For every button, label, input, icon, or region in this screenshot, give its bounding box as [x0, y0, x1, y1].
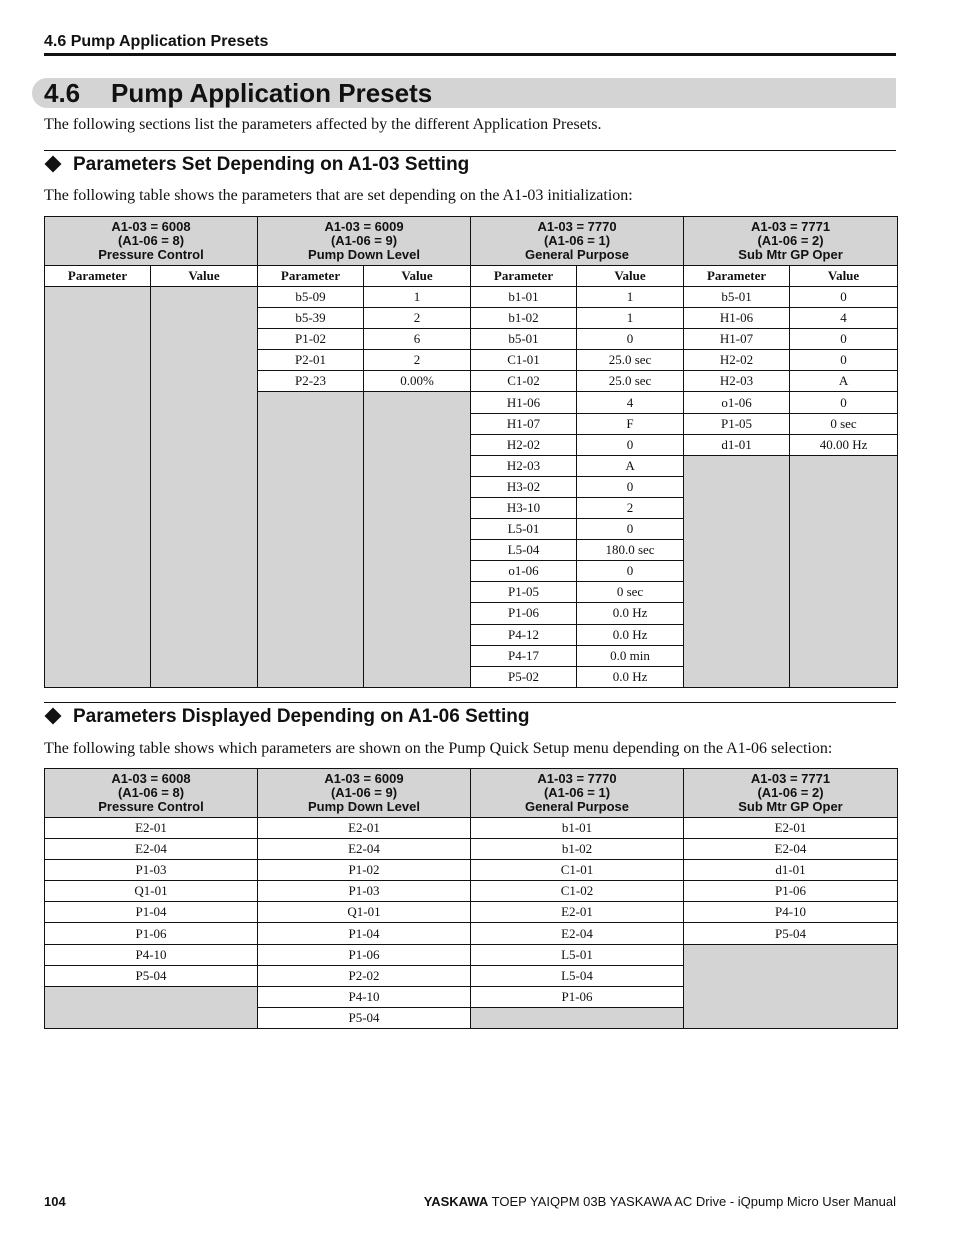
- value-cell: 2: [364, 308, 471, 329]
- page-number: 104: [44, 1194, 66, 1209]
- parameter-cell: o1-06: [684, 392, 790, 413]
- parameter-cell: P1-06: [471, 986, 684, 1007]
- parameter-cell: P2-23: [258, 371, 364, 392]
- value-cell: 0: [790, 392, 898, 413]
- parameter-cell: C1-02: [471, 881, 684, 902]
- table-row: [45, 860, 898, 881]
- subheader-value: Value: [790, 266, 898, 287]
- parameter-cell: P2-02: [258, 965, 471, 986]
- diamond-icon: [45, 707, 62, 724]
- parameter-cell: d1-01: [684, 860, 898, 881]
- empty-cell: [684, 944, 898, 1028]
- value-cell: 25.0 sec: [577, 350, 684, 371]
- value-cell: 25.0 sec: [577, 371, 684, 392]
- value-cell: 0.0 Hz: [577, 624, 684, 645]
- empty-cell: [790, 455, 898, 687]
- parameter-cell: E2-01: [684, 818, 898, 839]
- parameter-cell: H2-03: [471, 455, 577, 476]
- parameter-cell: P5-04: [45, 965, 258, 986]
- parameter-cell: E2-01: [258, 818, 471, 839]
- parameter-cell: b1-02: [471, 308, 577, 329]
- parameter-cell: Q1-01: [45, 881, 258, 902]
- parameter-cell: H1-06: [684, 308, 790, 329]
- value-cell: 0: [790, 350, 898, 371]
- footer-doc: TOEP YAIQPM 03B YASKAWA AC Drive - iQpump Micro User Manual: [491, 1194, 896, 1209]
- parameter-cell: E2-01: [471, 902, 684, 923]
- value-cell: 180.0 sec: [577, 540, 684, 561]
- value-cell: 0: [577, 519, 684, 540]
- parameter-cell: C1-02: [471, 371, 577, 392]
- section-title: Pump Application Presets: [111, 78, 433, 108]
- subheader-parameter: Parameter: [45, 266, 151, 287]
- empty-cell: [45, 287, 151, 688]
- value-cell: 2: [577, 497, 684, 518]
- footer-brand: YASKAWA: [423, 1194, 489, 1209]
- parameter-cell: H1-07: [684, 329, 790, 350]
- empty-cell: [258, 392, 364, 687]
- parameter-cell: b5-01: [684, 287, 790, 308]
- parameter-cell: P4-17: [471, 645, 577, 666]
- value-cell: 0: [577, 434, 684, 455]
- parameter-cell: L5-01: [471, 519, 577, 540]
- parameter-cell: P4-12: [471, 624, 577, 645]
- parameter-cell: P1-05: [471, 582, 577, 603]
- preset-values-table: [44, 216, 898, 688]
- value-cell: 0.0 min: [577, 645, 684, 666]
- subheader-value: Value: [151, 266, 258, 287]
- empty-cell: [151, 287, 258, 688]
- value-cell: 2: [364, 350, 471, 371]
- subheader-value: Value: [364, 266, 471, 287]
- parameter-cell: L5-04: [471, 540, 577, 561]
- parameter-cell: o1-06: [471, 561, 577, 582]
- parameter-cell: H1-06: [471, 392, 577, 413]
- value-cell: 0.00%: [364, 371, 471, 392]
- parameter-cell: H1-07: [471, 413, 577, 434]
- parameter-cell: P5-02: [471, 666, 577, 687]
- section-title-band: [32, 78, 896, 108]
- header-6009: A1-03 = 6009 (A1-06 = 9) Pump Down Level: [258, 769, 471, 818]
- parameter-cell: b1-01: [471, 818, 684, 839]
- header-6008: A1-03 = 6008 (A1-06 = 8) Pressure Control: [45, 217, 258, 266]
- header-7771: A1-03 = 7771 (A1-06 = 2) Sub Mtr GP Oper: [684, 217, 898, 266]
- subsection-rule-2: [44, 702, 896, 703]
- value-cell: 1: [577, 287, 684, 308]
- table-row: [45, 287, 898, 308]
- parameter-cell: P5-04: [258, 1007, 471, 1028]
- parameter-cell: H2-02: [471, 434, 577, 455]
- parameter-cell: E2-04: [471, 923, 684, 944]
- parameter-cell: P1-04: [45, 902, 258, 923]
- value-cell: 0: [577, 476, 684, 497]
- parameter-cell: C1-01: [471, 350, 577, 371]
- parameter-cell: P1-03: [258, 881, 471, 902]
- parameter-cell: P1-06: [258, 944, 471, 965]
- parameter-cell: P1-02: [258, 329, 364, 350]
- parameter-cell: P4-10: [45, 944, 258, 965]
- parameter-cell: C1-01: [471, 860, 684, 881]
- parameter-cell: P2-01: [258, 350, 364, 371]
- subheader-parameter: Parameter: [258, 266, 364, 287]
- parameter-cell: P1-02: [258, 860, 471, 881]
- value-cell: 6: [364, 329, 471, 350]
- subsection-heading-1: [44, 154, 469, 176]
- parameter-cell: P1-04: [258, 923, 471, 944]
- header-7770: A1-03 = 7770 (A1-06 = 1) General Purpose: [471, 769, 684, 818]
- value-cell: 4: [577, 392, 684, 413]
- empty-cell: [471, 1007, 684, 1028]
- value-cell: A: [577, 455, 684, 476]
- value-cell: 0.0 Hz: [577, 666, 684, 687]
- empty-cell: [364, 392, 471, 687]
- subsection-para-2: The following table shows which parameters are shown on the Pump Quick Setup menu depending on the A1-06 selection:: [44, 740, 833, 757]
- table-row: [45, 944, 898, 965]
- subsection-heading-2-text: Parameters Displayed Depending on A1-06 Setting: [73, 706, 530, 727]
- parameter-cell: b1-02: [471, 839, 684, 860]
- value-cell: 0: [790, 287, 898, 308]
- table-row: [45, 902, 898, 923]
- parameter-cell: P1-06: [45, 923, 258, 944]
- parameter-cell: E2-01: [45, 818, 258, 839]
- value-cell: 40.00 Hz: [790, 434, 898, 455]
- parameter-cell: P1-06: [684, 881, 898, 902]
- intro-text: The following sections list the parameters affected by the different Application Presets.: [44, 116, 602, 133]
- parameter-cell: b5-09: [258, 287, 364, 308]
- header-7771: A1-03 = 7771 (A1-06 = 2) Sub Mtr GP Oper: [684, 769, 898, 818]
- value-cell: F: [577, 413, 684, 434]
- header-rule: [44, 53, 896, 56]
- parameter-cell: b1-01: [471, 287, 577, 308]
- parameter-cell: H2-03: [684, 371, 790, 392]
- subheader-parameter: Parameter: [684, 266, 790, 287]
- parameter-cell: P1-06: [471, 603, 577, 624]
- footer-doc-title: [424, 1194, 896, 1209]
- parameter-cell: d1-01: [684, 434, 790, 455]
- table-row: [45, 881, 898, 902]
- parameter-cell: E2-04: [684, 839, 898, 860]
- parameter-cell: L5-01: [471, 944, 684, 965]
- parameter-cell: E2-04: [258, 839, 471, 860]
- parameter-cell: Q1-01: [258, 902, 471, 923]
- value-cell: 4: [790, 308, 898, 329]
- table-row: [45, 818, 898, 839]
- diamond-icon: [45, 155, 62, 172]
- value-cell: 0: [577, 329, 684, 350]
- section-number: 4.6: [44, 78, 81, 108]
- header-6009: A1-03 = 6009 (A1-06 = 9) Pump Down Level: [258, 217, 471, 266]
- displayed-parameters-table: [44, 768, 898, 1029]
- empty-cell: [45, 986, 258, 1028]
- parameter-cell: b5-39: [258, 308, 364, 329]
- subsection-rule-1: [44, 150, 896, 151]
- parameter-cell: H2-02: [684, 350, 790, 371]
- empty-cell: [684, 455, 790, 687]
- parameter-cell: P5-04: [684, 923, 898, 944]
- value-cell: 1: [577, 308, 684, 329]
- value-cell: 0 sec: [577, 582, 684, 603]
- parameter-cell: L5-04: [471, 965, 684, 986]
- parameter-cell: H3-02: [471, 476, 577, 497]
- header-7770: A1-03 = 7770 (A1-06 = 1) General Purpose: [471, 217, 684, 266]
- value-cell: 0: [577, 561, 684, 582]
- header-6008: A1-03 = 6008 (A1-06 = 8) Pressure Control: [45, 769, 258, 818]
- value-cell: 0 sec: [790, 413, 898, 434]
- table-row: [45, 839, 898, 860]
- subsection-para-1: The following table shows the parameters that are set depending on the A1-03 initialization:: [44, 187, 633, 204]
- subsection-heading-1-text: Parameters Set Depending on A1-03 Setting: [73, 154, 470, 175]
- parameter-cell: b5-01: [471, 329, 577, 350]
- parameter-cell: P4-10: [684, 902, 898, 923]
- value-cell: 0: [790, 329, 898, 350]
- value-cell: 1: [364, 287, 471, 308]
- running-head: 4.6 Pump Application Presets: [44, 33, 269, 50]
- subheader-value: Value: [577, 266, 684, 287]
- parameter-cell: H3-10: [471, 497, 577, 518]
- parameter-cell: E2-04: [45, 839, 258, 860]
- parameter-cell: P1-05: [684, 413, 790, 434]
- value-cell: A: [790, 371, 898, 392]
- subheader-parameter: Parameter: [471, 266, 577, 287]
- value-cell: 0.0 Hz: [577, 603, 684, 624]
- parameter-cell: P4-10: [258, 986, 471, 1007]
- subsection-heading-2: [44, 706, 529, 728]
- table-row: [45, 923, 898, 944]
- parameter-cell: P1-03: [45, 860, 258, 881]
